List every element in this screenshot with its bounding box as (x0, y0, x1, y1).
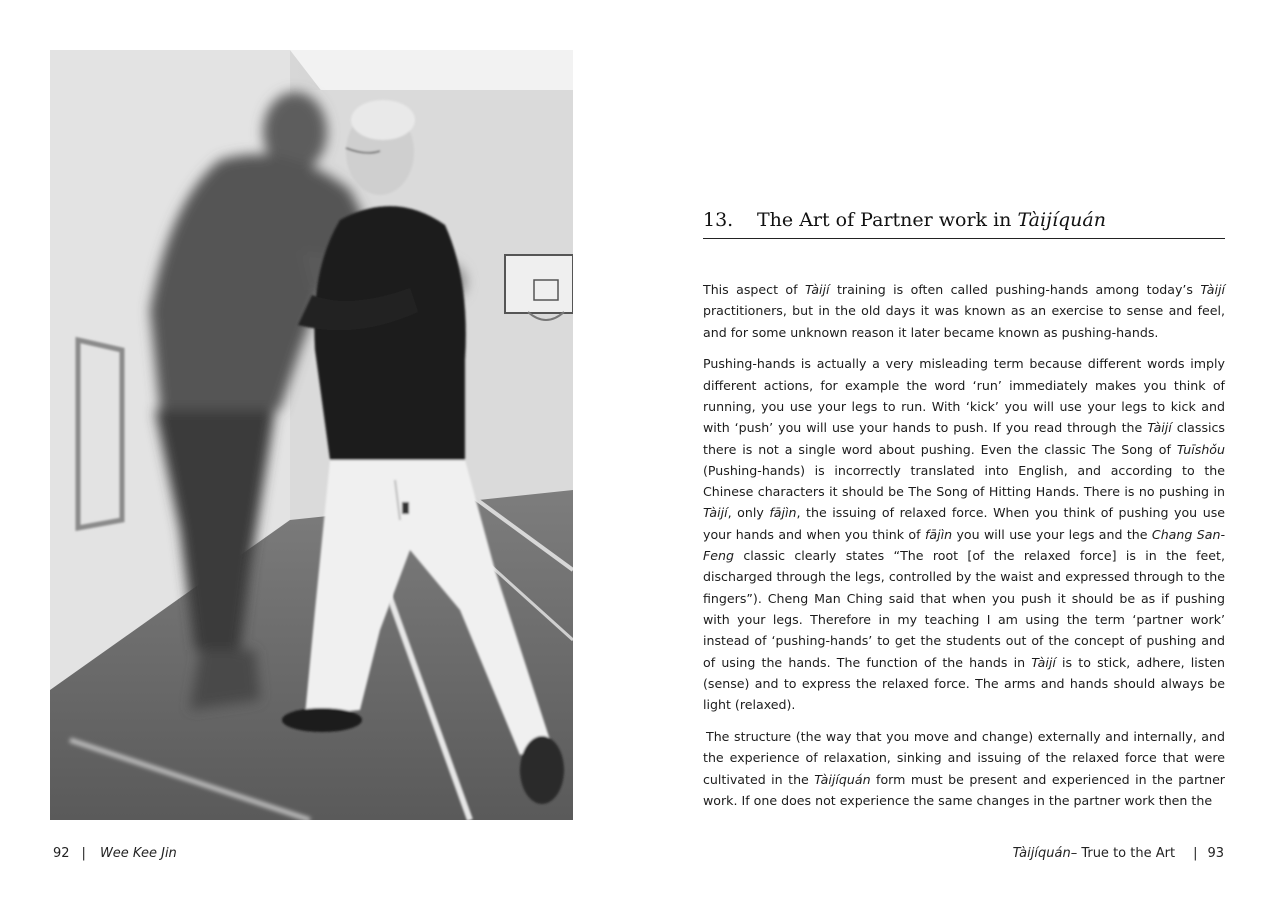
body-paragraph (703, 279, 1225, 343)
book-title-italic: Tàijíquán (1012, 845, 1071, 861)
italic-term: Tàijí (1147, 420, 1172, 436)
italic-term: Tuīshǒu (1176, 441, 1225, 457)
left-page-footer (53, 843, 177, 863)
chapter-title-text: The Art of Partner work in (757, 209, 1018, 231)
body-paragraph (703, 353, 1225, 715)
text-run: is to stick, adhere, listen (sense) and to express the relaxed force. The arms and hands should always be light (relaxed). (703, 654, 1225, 713)
text-run: practitioners, but in the old days it was known as an exercise to sense and feel, and for some unknown reason it later became known as pushing-hands. (703, 303, 1225, 340)
italic-term: Tàijí (703, 505, 728, 521)
text-run: Pushing-hands is actually a very misleading term because different words imply different actions, for example the word ‘run’ immediately makes you think of running, you use your legs to run. With ‘kick’ you will use your legs to kick and with ‘push’ you will use your hands to push. If you read through the (703, 356, 1225, 436)
text-run: , only (727, 505, 770, 521)
chapter-heading (703, 209, 1225, 239)
partner-work-photo (50, 50, 573, 820)
text-run: This aspect of (703, 282, 805, 297)
italic-term: Chang San-Feng (703, 526, 1225, 564)
italic-term: Tàijí (804, 282, 830, 297)
book-title-rest: – True to the Art (1070, 845, 1176, 861)
text-run: classic clearly states “The root [of the relaxed force] is in the feet, discharged through the legs, controlled by the waist and expressed through to the fingers”). Cheng Man Ching said that when you push it should be as if pushing with your legs. Therefore in my teaching I am using the term ‘partner work’ instead of ‘pushing-hands’ to get the students out of the concept of pushing and of using the hands. The function of the hands in (703, 548, 1225, 670)
italic-term: fājìn (769, 505, 797, 521)
text-run: you will use your legs and the (952, 526, 1152, 542)
right-page-number: 93 (1207, 845, 1224, 861)
footer-separator: | (1193, 845, 1198, 861)
italic-term: Tàijí (1031, 654, 1056, 670)
chapter-title-italic: Tàijíquán (1017, 209, 1106, 231)
chapter-number: 13. (703, 209, 734, 231)
italic-term: Tàijí (1200, 282, 1225, 297)
text-run: (Pushing-hands) is incorrectly translated into English, and according to the Chinese characters it should be The Song of Hitting Hands. There is no pushing in (703, 462, 1225, 500)
text-run: The structure (the way that you move and change) externally and internally, and the experience of relaxation, sinking and issuing of the relaxed force that were cultivated in the (703, 728, 1225, 787)
text-run: classics there is not a single word about pushing. Even the classic The Song of (703, 420, 1225, 457)
right-page-footer (1013, 843, 1224, 863)
right-page (637, 0, 1275, 903)
text-run: form must be present and experienced in the partner work. If one does not experience the same changes in the partner work then the (703, 771, 1225, 808)
italic-term: fājìn (924, 526, 953, 542)
chapter-body (703, 279, 1225, 822)
text-run: , the issuing of relaxed force. When you think of pushing you use your hands and when you think of (703, 505, 1226, 542)
italic-term: Tàijíquán (814, 771, 871, 787)
left-page (0, 0, 637, 903)
footer-separator: | (81, 845, 86, 861)
left-page-number: 92 (53, 845, 70, 861)
chapter-title (757, 209, 1106, 231)
author-name: Wee Kee Jin (99, 845, 177, 861)
text-run: training is often called pushing-hands among today’s (829, 282, 1201, 297)
body-paragraph (703, 726, 1225, 811)
